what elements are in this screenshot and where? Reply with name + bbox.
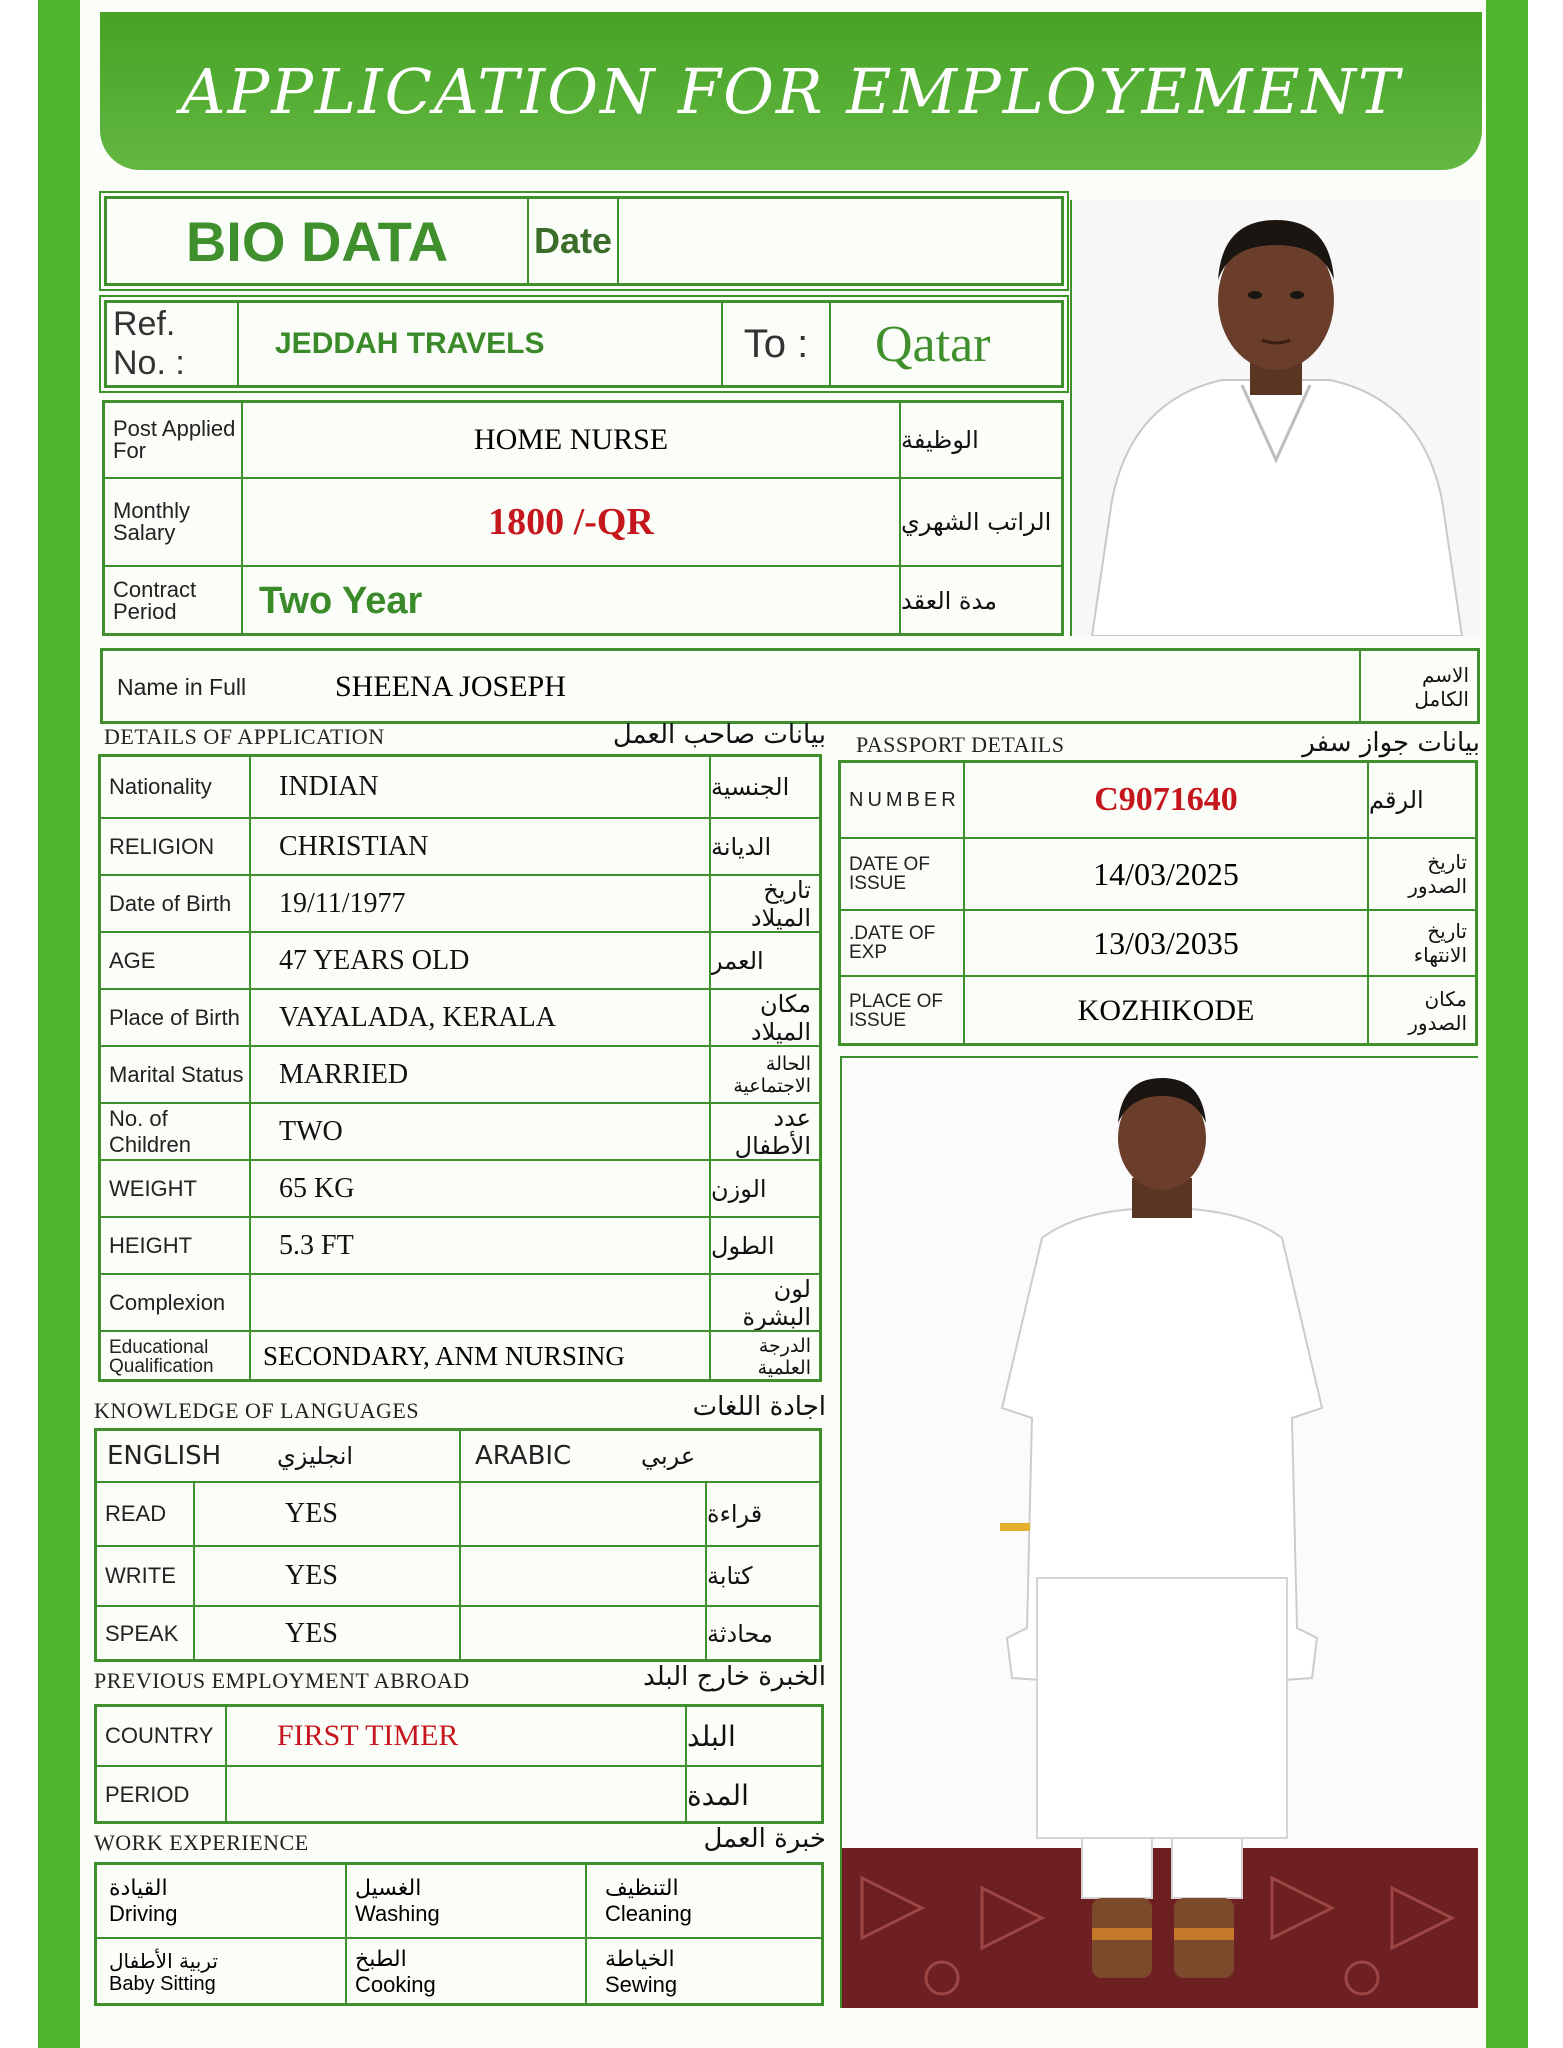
form-title: APPLICATION FOR EMPLOYEMENT — [180, 54, 1402, 128]
weight-label: WEIGHT — [109, 1175, 197, 1201]
expiry-date-ar: تاريخ الانتهاء — [1413, 919, 1467, 967]
work-cleaning: التنظيف Cleaning — [605, 1875, 692, 1926]
speak-english: YES — [285, 1618, 338, 1649]
write-ar: كتابة — [707, 1562, 753, 1590]
salary-label: Monthly Salary — [113, 498, 191, 545]
portrait-photo — [1070, 200, 1480, 636]
work-table — [94, 1862, 824, 2006]
work-baby-sitting: تربية الأطفال Baby Sitting — [109, 1948, 218, 1995]
name-label: Name in Full — [117, 673, 247, 700]
read-label: READ — [105, 1501, 167, 1526]
passport-title-ar: بيانات جواز سفر — [1302, 728, 1480, 758]
arabic-header: ARABIC — [475, 1441, 572, 1471]
country-value: FIRST TIMER — [277, 1719, 459, 1752]
full-body-photo — [840, 1056, 1478, 2008]
dob-value: 19/11/1977 — [279, 887, 406, 919]
work-cooking: الطبخ Cooking — [355, 1946, 436, 1997]
bio-data-box — [104, 196, 1064, 286]
ref-value: JEDDAH TRAVELS — [275, 327, 545, 360]
post-box — [102, 400, 1064, 636]
work-washing: الغسيل Washing — [355, 1875, 440, 1926]
previous-title-ar: الخبرة خارج البلد — [643, 1662, 826, 1692]
arabic-header-ar: عربي — [641, 1442, 696, 1470]
ref-label: Ref. No. : — [113, 305, 185, 382]
issue-date-label: DATE OF ISSUE — [849, 854, 930, 894]
period-label: PERIOD — [105, 1782, 190, 1807]
issue-date-ar: تاريخ الصدور — [1408, 850, 1467, 898]
read-english: YES — [285, 1498, 338, 1529]
details-title-ar: بيانات صاحب العمل — [612, 720, 826, 750]
passport-number-ar: الرقم — [1369, 786, 1424, 814]
details-title: DETAILS OF APPLICATION — [104, 724, 385, 749]
dob-label: Date of Birth — [109, 890, 232, 916]
expiry-date-label: .DATE OF EXP — [849, 923, 936, 963]
place-of-issue-value: KOZHIKODE — [1077, 994, 1255, 1027]
age-value: 47 YEARS OLD — [279, 944, 470, 976]
post-value: HOME NURSE — [473, 423, 669, 456]
previous-title: PREVIOUS EMPLOYMENT ABROAD — [94, 1668, 470, 1693]
details-table — [98, 754, 822, 1382]
english-header-ar: انجليزي — [277, 1442, 354, 1470]
complexion-label: Complexion — [109, 1289, 226, 1315]
pob-label: Place of Birth — [109, 1004, 240, 1030]
salary-ar: الراتب الشهري — [901, 508, 1052, 536]
passport-number-value: C9071640 — [1094, 781, 1238, 818]
education-label: Educational Qualification — [109, 1336, 214, 1377]
write-label: WRITE — [105, 1563, 176, 1588]
work-driving: القيادة Driving — [109, 1875, 178, 1926]
passport-number-label: NUMBER — [849, 789, 960, 811]
contract-value: Two Year — [259, 579, 423, 622]
languages-title: KNOWLEDGE OF LANGUAGES — [94, 1398, 420, 1423]
to-label: To : — [743, 321, 809, 366]
name-value: SHEENA JOSEPH — [335, 670, 566, 703]
children-label: No. of Children — [109, 1105, 191, 1157]
nationality-ar: الجنسية — [711, 773, 790, 801]
date-label: Date — [533, 220, 613, 261]
weight-value: 65 KG — [279, 1172, 355, 1204]
write-arabic — [461, 1547, 705, 1605]
bio-data-title: BIO DATA — [185, 209, 449, 273]
marital-value: MARRIED — [279, 1058, 409, 1090]
post-label: Post Applied For — [113, 416, 236, 463]
contract-label: Contract Period — [113, 577, 197, 624]
religion-value: CHRISTIAN — [279, 830, 429, 862]
height-label: HEIGHT — [109, 1232, 193, 1258]
ref-box — [104, 300, 1064, 388]
nationality-label: Nationality — [109, 774, 212, 799]
work-sewing: الخياطة Sewing — [605, 1946, 678, 1997]
period-ar: المدة — [687, 1778, 749, 1812]
pob-value: VAYALADA, KERALA — [279, 1001, 556, 1033]
complexion-value — [251, 1275, 709, 1330]
header-banner — [100, 12, 1482, 170]
speak-ar: محادثة — [707, 1620, 773, 1648]
passport-table — [838, 760, 1478, 1046]
salary-value: 1800 /-QR — [488, 501, 654, 543]
complexion-ar: لون البشرة — [742, 1275, 811, 1330]
country-ar: البلد — [687, 1719, 736, 1753]
contract-ar: مدة العقد — [901, 587, 997, 615]
read-arabic — [461, 1483, 705, 1545]
place-of-issue-label: PLACE OF ISSUE — [849, 991, 943, 1031]
post-ar: الوظيفة — [901, 426, 979, 454]
dob-ar: تاريخ الميلاد — [750, 876, 811, 931]
age-label: AGE — [109, 947, 156, 973]
issue-date-value: 14/03/2025 — [1093, 855, 1239, 892]
write-english: YES — [285, 1560, 338, 1591]
read-ar: قراءة — [707, 1500, 763, 1528]
to-value: Qatar — [875, 315, 991, 373]
country-label: COUNTRY — [105, 1723, 214, 1748]
education-ar: الدرجة العلمية — [757, 1334, 811, 1379]
weight-ar: الوزن — [711, 1174, 767, 1203]
speak-arabic — [461, 1607, 705, 1661]
place-of-issue-ar: مكان الصدور — [1408, 987, 1467, 1035]
religion-ar: الديانة — [711, 832, 772, 861]
education-value: SECONDARY, ANM NURSING — [263, 1341, 625, 1371]
previous-table — [94, 1704, 824, 1824]
marital-label: Marital Status — [109, 1061, 244, 1087]
age-ar: العمر — [711, 946, 764, 975]
children-ar: عدد الأطفال — [734, 1104, 811, 1159]
english-header: ENGLISH — [107, 1441, 222, 1471]
height-value: 5.3 FT — [279, 1229, 354, 1261]
work-title-ar: خبرة العمل — [703, 1824, 826, 1854]
passport-title: PASSPORT DETAILS — [856, 732, 1065, 757]
marital-ar: الحالة الاجتماعية — [733, 1052, 811, 1097]
religion-label: RELIGION — [109, 833, 215, 859]
name-ar: الاسم الكامل — [1414, 663, 1469, 711]
languages-title-ar: اجادة اللغات — [692, 1392, 826, 1422]
children-value: TWO — [279, 1115, 343, 1147]
nationality-value: INDIAN — [279, 771, 379, 802]
pob-ar: مكان الميلاد — [750, 990, 811, 1045]
height-ar: الطول — [711, 1231, 775, 1260]
languages-table — [94, 1428, 822, 1662]
period-value — [227, 1767, 685, 1823]
work-title: WORK EXPERIENCE — [94, 1830, 309, 1855]
expiry-date-value: 13/03/2035 — [1093, 924, 1239, 961]
speak-label: SPEAK — [105, 1621, 179, 1646]
name-box — [100, 648, 1480, 724]
date-field[interactable] — [619, 199, 1059, 283]
